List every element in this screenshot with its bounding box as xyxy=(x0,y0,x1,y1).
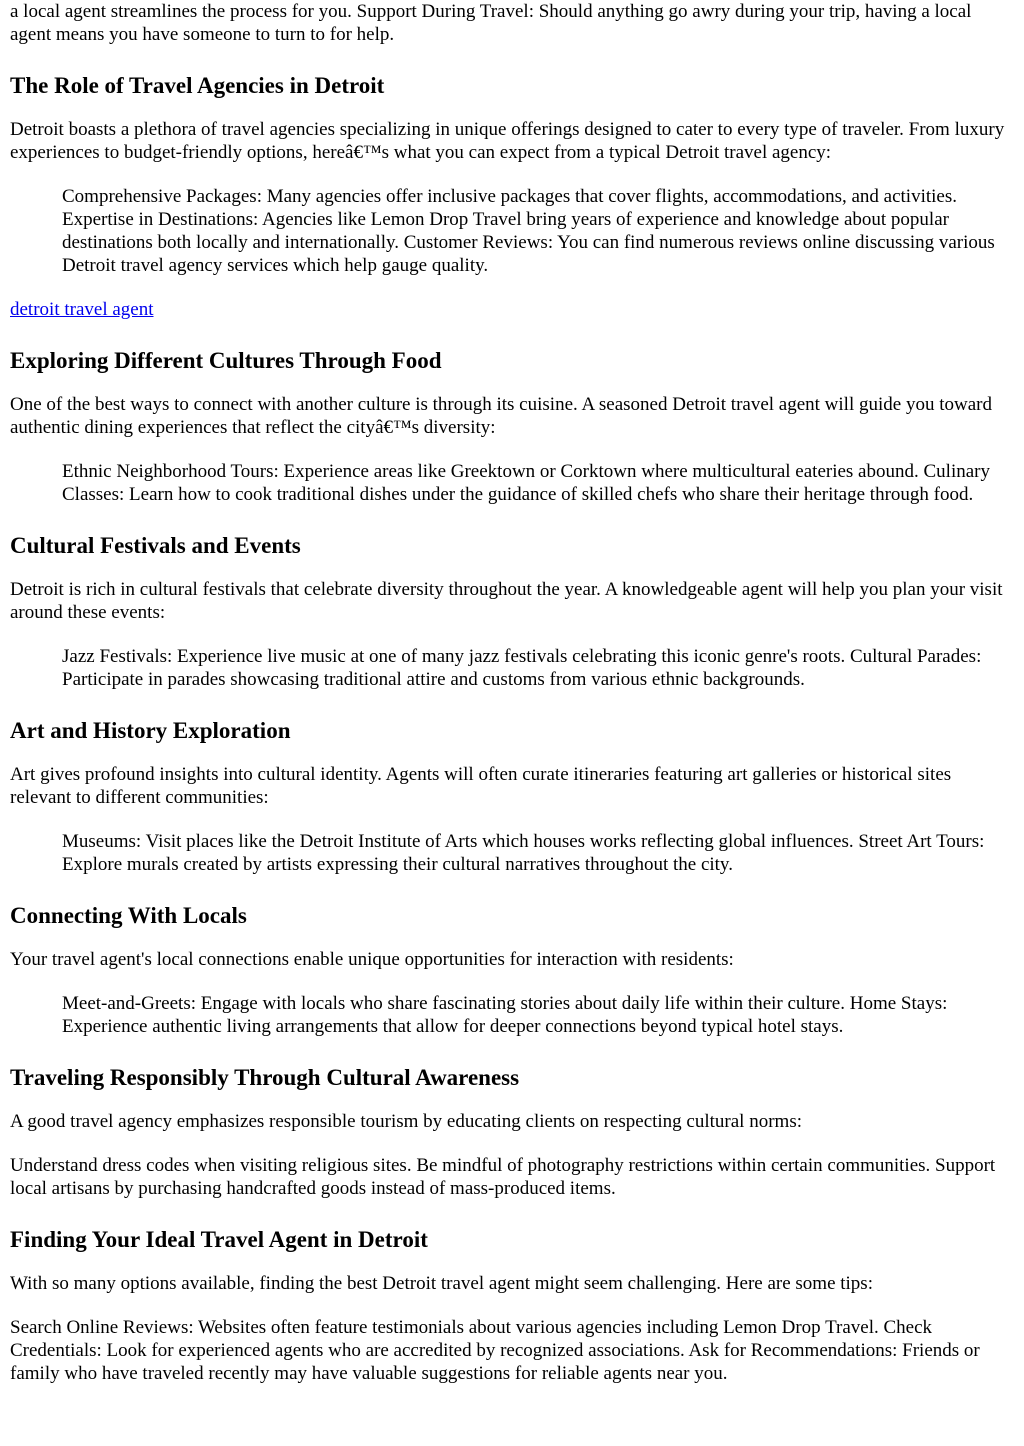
intro-paragraph: a local agent streamlines the process for you. Support During Travel: Should anything go awry during your trip, having a local agent means you have someone to turn to for help. xyxy=(10,1,972,45)
section-indented-list: Meet-and-Greets: Engage with locals who share fascinating stories about daily life within their culture. Home Stays: Experience authentic living arrangements that allow for deeper connections beyond typical hotel stays. xyxy=(62,993,948,1037)
section-paragraph: One of the best ways to connect with another culture is through its cuisine. A seasoned Detroit travel agent will guide you toward authentic dining experiences that reflect the cityâ€™s diversity: xyxy=(10,394,992,438)
section-heading: The Role of Travel Agencies in Detroit xyxy=(10,73,385,98)
section-paragraph: Your travel agent's local connections enable unique opportunities for interaction with residents: xyxy=(10,949,734,970)
section-heading: Connecting With Locals xyxy=(10,903,247,928)
section-paragraph: Detroit is rich in cultural festivals that celebrate diversity throughout the year. A knowledgeable agent will help you plan your visit around these events: xyxy=(10,579,1003,623)
section-heading: Exploring Different Cultures Through Food xyxy=(10,348,442,373)
section-heading: Cultural Festivals and Events xyxy=(10,533,301,558)
section-paragraph: Detroit boasts a plethora of travel agencies specializing in unique offerings designed to cater to every type of traveler. From luxury experiences to budget-friendly options, hereâ€™s what you can expect from a typical Detroit travel agency: xyxy=(10,119,1005,163)
link-paragraph xyxy=(10,298,1014,321)
section-paragraph: Understand dress codes when visiting religious sites. Be mindful of photography restrictions within certain communities. Support local artisans by purchasing handcrafted goods instead of mass-produced items. xyxy=(10,1155,996,1199)
section-paragraph: With so many options available, finding the best Detroit travel agent might seem challenging. Here are some tips: xyxy=(10,1273,873,1294)
section-indented-list: Museums: Visit places like the Detroit Institute of Arts which houses works reflecting global influences. Street Art Tours: Explore murals created by artists expressing their cultural narratives throughout the city. xyxy=(62,831,985,875)
section-heading: Finding Your Ideal Travel Agent in Detroit xyxy=(10,1227,428,1252)
section-indented-list: Jazz Festivals: Experience live music at one of many jazz festivals celebrating this iconic genre's roots. Cultural Parades: Participate in parades showcasing traditional attire and customs from various ethnic backgrounds. xyxy=(62,646,982,690)
section-heading: Traveling Responsibly Through Cultural Awareness xyxy=(10,1065,520,1090)
section-paragraph: Art gives profound insights into cultural identity. Agents will often curate itineraries featuring art galleries or historical sites relevant to different communities: xyxy=(10,764,952,808)
section-paragraph: A good travel agency emphasizes responsible tourism by educating clients on respecting cultural norms: xyxy=(10,1111,802,1132)
section-indented-list: Comprehensive Packages: Many agencies offer inclusive packages that cover flights, accommodations, and activities. Expertise in Destinations: Agencies like Lemon Drop Travel bring years of experience and knowledge about popular destinations both locally and internationally. Customer Reviews: You can find numerous reviews online discussing various Detroit travel agency services which help gauge quality. xyxy=(62,186,995,276)
section-indented-list: Ethnic Neighborhood Tours: Experience areas like Greektown or Corktown where multicultural eateries abound. Culinary Classes: Learn how to cook traditional dishes under the guidance of skilled chefs who share their heritage through food. xyxy=(62,461,990,505)
detroit-travel-agent-link[interactable]: detroit travel agent xyxy=(10,299,154,320)
section-heading: Art and History Exploration xyxy=(10,718,291,743)
section-paragraph: Search Online Reviews: Websites often feature testimonials about various agencies including Lemon Drop Travel. Check Credentials: Look for experienced agents who are accredited by recognized associations. Ask for Recommendations: Friends or family who have traveled recently may have valuable suggestions for reliable agents near you. xyxy=(10,1317,980,1384)
